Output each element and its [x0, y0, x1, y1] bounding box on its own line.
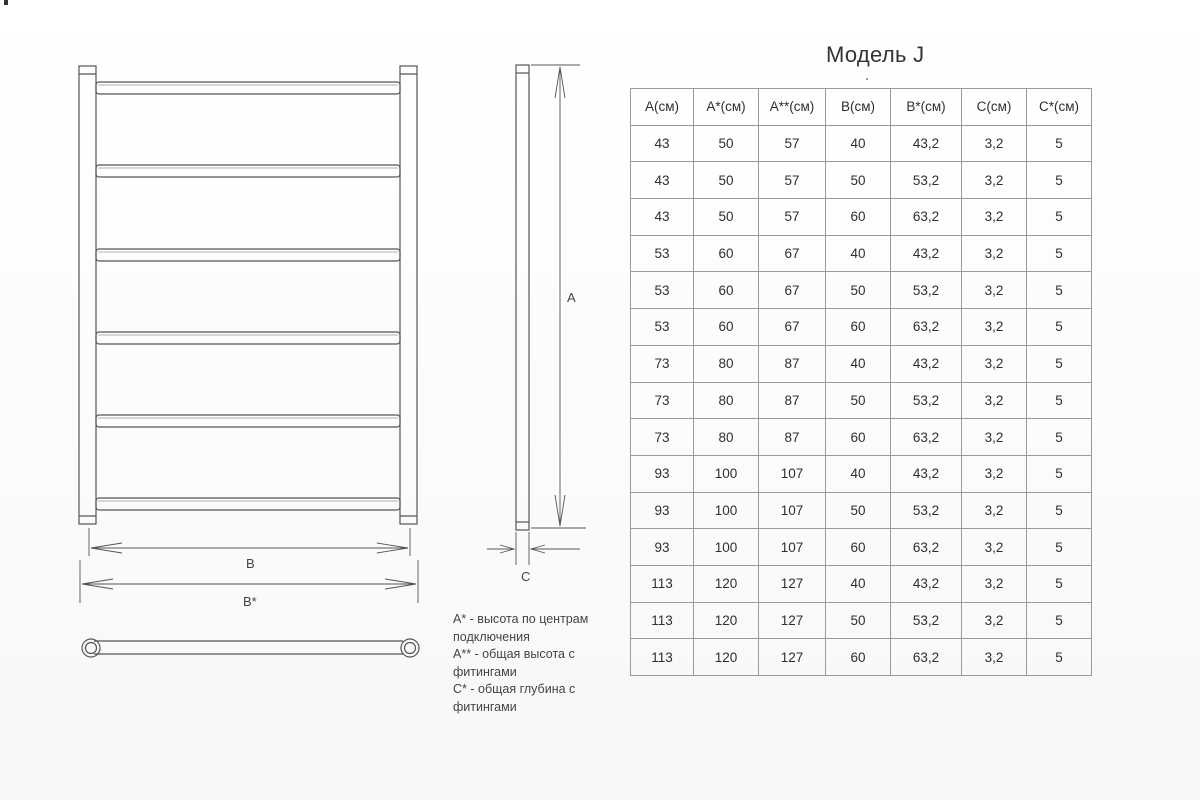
table-row: [631, 309, 1092, 346]
table-cell: 100: [694, 529, 759, 566]
table-cell: 67: [759, 309, 826, 346]
table-cell: 63,2: [891, 199, 962, 236]
table-cell: 57: [759, 162, 826, 199]
table-cell: 5: [1027, 199, 1092, 236]
table-row: [631, 199, 1092, 236]
table-cell: 120: [694, 565, 759, 602]
table-cell: 63,2: [891, 639, 962, 676]
table-body: [631, 125, 1092, 675]
table-row: [631, 529, 1092, 566]
table-row: [631, 639, 1092, 676]
table-cell: 40: [826, 125, 891, 162]
dimension-label-c: C: [521, 569, 531, 584]
table-cell: 60: [826, 199, 891, 236]
table-cell: 3,2: [962, 602, 1027, 639]
table-cell: 60: [826, 419, 891, 456]
table-cell: 5: [1027, 382, 1092, 419]
table-cell: 127: [759, 602, 826, 639]
table-cell: 63,2: [891, 309, 962, 346]
table-cell: 50: [826, 272, 891, 309]
table-cell: 43: [631, 162, 694, 199]
table-cell: 87: [759, 382, 826, 419]
table-cell: 127: [759, 565, 826, 602]
table-cell: 5: [1027, 125, 1092, 162]
table-cell: 3,2: [962, 199, 1027, 236]
table-cell: 53,2: [891, 272, 962, 309]
table-cell: 53,2: [891, 492, 962, 529]
table-cell: 53: [631, 235, 694, 272]
table-cell: 53,2: [891, 162, 962, 199]
table-cell: 3,2: [962, 455, 1027, 492]
note-c-star: C* - общая глубина с фитингами: [453, 682, 576, 714]
header-a-double-star: A**(см): [759, 89, 826, 126]
header-b: B(см): [826, 89, 891, 126]
table-cell: 3,2: [962, 162, 1027, 199]
dimension-label-b: B: [246, 556, 255, 571]
table-cell: 60: [694, 309, 759, 346]
table-cell: 63,2: [891, 529, 962, 566]
table-cell: 63,2: [891, 419, 962, 456]
note-a-star: A* - высота по центрам подключения: [453, 612, 589, 644]
table-cell: 3,2: [962, 565, 1027, 602]
table-cell: 5: [1027, 455, 1092, 492]
front-view: [79, 66, 417, 524]
table-cell: 73: [631, 345, 694, 382]
table-row: [631, 419, 1092, 456]
table-cell: 40: [826, 455, 891, 492]
top-view: [82, 639, 419, 657]
table-cell: 3,2: [962, 309, 1027, 346]
table-cell: 53,2: [891, 382, 962, 419]
table-cell: 60: [694, 272, 759, 309]
table-cell: 3,2: [962, 639, 1027, 676]
table-cell: 43,2: [891, 125, 962, 162]
table-cell: 73: [631, 382, 694, 419]
table-cell: 93: [631, 455, 694, 492]
table-cell: 113: [631, 602, 694, 639]
table-cell: 5: [1027, 272, 1092, 309]
table-cell: 67: [759, 272, 826, 309]
table-cell: 50: [694, 162, 759, 199]
table-cell: 80: [694, 419, 759, 456]
table-cell: 43,2: [891, 235, 962, 272]
table-cell: 50: [694, 125, 759, 162]
table-cell: 50: [826, 602, 891, 639]
table-cell: 113: [631, 639, 694, 676]
notes: [453, 611, 613, 716]
table-cell: 3,2: [962, 529, 1027, 566]
table-cell: 5: [1027, 492, 1092, 529]
scan-speck: [866, 78, 868, 80]
table-row: [631, 125, 1092, 162]
table-cell: 3,2: [962, 272, 1027, 309]
table-row: [631, 455, 1092, 492]
table-cell: 87: [759, 345, 826, 382]
dimension-label-b-star: B*: [243, 594, 257, 609]
dimension-label-a: A: [567, 290, 576, 305]
table-row: [631, 492, 1092, 529]
table-cell: 57: [759, 125, 826, 162]
table-cell: 5: [1027, 419, 1092, 456]
table-cell: 40: [826, 235, 891, 272]
table-cell: 3,2: [962, 382, 1027, 419]
table-cell: 120: [694, 602, 759, 639]
header-c: C(см): [962, 89, 1027, 126]
note-a-double-star: A** - общая высота с фитингами: [453, 647, 575, 679]
table-cell: 40: [826, 345, 891, 382]
table-cell: 3,2: [962, 345, 1027, 382]
table-cell: 43: [631, 199, 694, 236]
table-cell: 60: [826, 529, 891, 566]
table-row: [631, 235, 1092, 272]
table-cell: 5: [1027, 602, 1092, 639]
table-cell: 50: [826, 382, 891, 419]
header-a-star: A*(см): [694, 89, 759, 126]
table-cell: 5: [1027, 639, 1092, 676]
table-cell: 87: [759, 419, 826, 456]
table-cell: 107: [759, 455, 826, 492]
table-cell: 3,2: [962, 125, 1027, 162]
table-row: [631, 272, 1092, 309]
table-cell: 107: [759, 492, 826, 529]
table-cell: 120: [694, 639, 759, 676]
table-cell: 80: [694, 345, 759, 382]
table-cell: 67: [759, 235, 826, 272]
table-cell: 5: [1027, 565, 1092, 602]
table-cell: 43,2: [891, 565, 962, 602]
table-cell: 113: [631, 565, 694, 602]
side-view: [487, 65, 586, 565]
table-cell: 50: [694, 199, 759, 236]
table-cell: 60: [694, 235, 759, 272]
table-cell: 50: [826, 492, 891, 529]
table-row: [631, 565, 1092, 602]
table-row: [631, 602, 1092, 639]
table-cell: 3,2: [962, 492, 1027, 529]
table-cell: 5: [1027, 529, 1092, 566]
table-header-row: [631, 89, 1092, 126]
table-cell: 80: [694, 382, 759, 419]
header-c-star: C*(см): [1027, 89, 1092, 126]
table-cell: 53: [631, 309, 694, 346]
table-cell: 53,2: [891, 602, 962, 639]
table-cell: 40: [826, 565, 891, 602]
table-cell: 53: [631, 272, 694, 309]
table-cell: 5: [1027, 235, 1092, 272]
page-title: Модель J: [826, 42, 925, 67]
header-b-star: B*(см): [891, 89, 962, 126]
table-cell: 5: [1027, 309, 1092, 346]
table-row: [631, 345, 1092, 382]
table-cell: 60: [826, 309, 891, 346]
table-cell: 5: [1027, 162, 1092, 199]
table-cell: 100: [694, 455, 759, 492]
table-cell: 93: [631, 492, 694, 529]
table-cell: 107: [759, 529, 826, 566]
table-cell: 43: [631, 125, 694, 162]
table-cell: 5: [1027, 345, 1092, 382]
table-cell: 127: [759, 639, 826, 676]
table-row: [631, 382, 1092, 419]
dimension-b: [89, 528, 410, 556]
table-cell: 43,2: [891, 345, 962, 382]
table-cell: 57: [759, 199, 826, 236]
table-cell: 3,2: [962, 419, 1027, 456]
table-cell: 3,2: [962, 235, 1027, 272]
table-cell: 60: [826, 639, 891, 676]
table-cell: 43,2: [891, 455, 962, 492]
table-cell: 93: [631, 529, 694, 566]
dimensions-table: [630, 88, 1092, 676]
table-cell: 50: [826, 162, 891, 199]
table-cell: 73: [631, 419, 694, 456]
table-cell: 100: [694, 492, 759, 529]
table-row: [631, 162, 1092, 199]
header-a: A(см): [631, 89, 694, 126]
